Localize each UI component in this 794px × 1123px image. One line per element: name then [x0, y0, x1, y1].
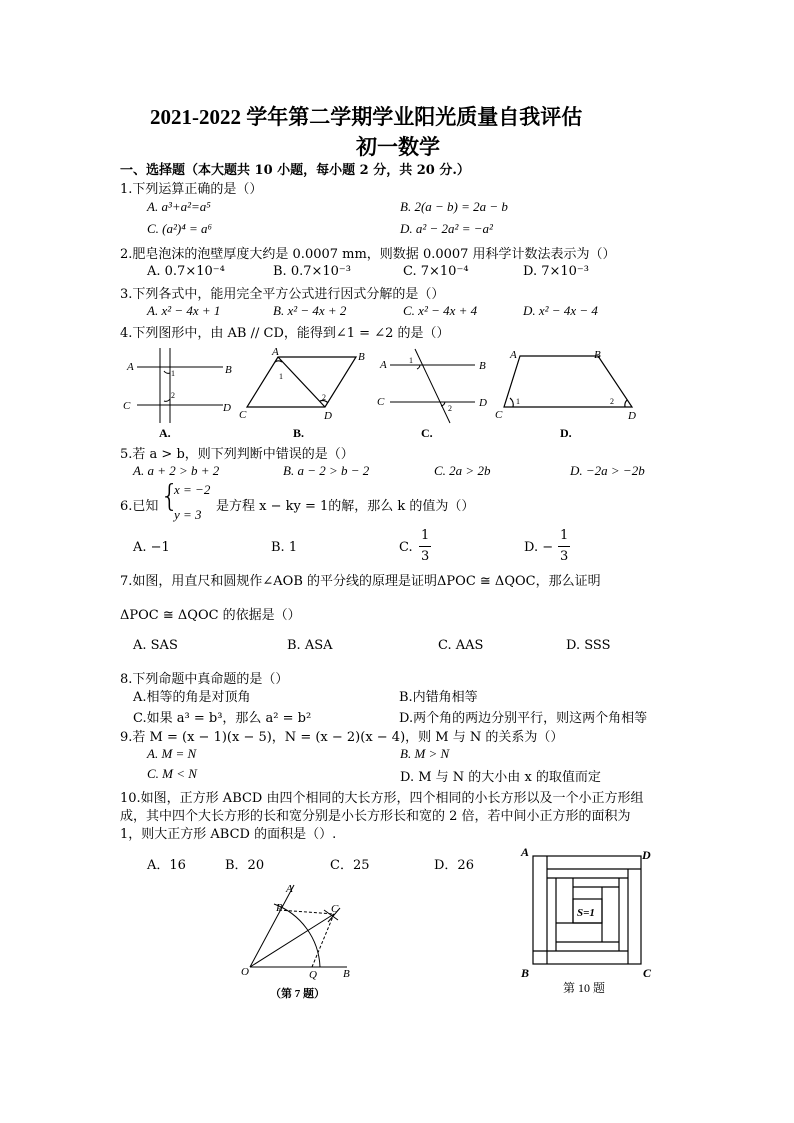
q2-option-b: B. 0.7×10⁻³ — [273, 264, 351, 279]
q1-option-d: D. a² − 2a² = −a² — [400, 221, 493, 236]
q5-option-c: C. 2a > 2b — [434, 463, 491, 478]
q4a-label-a: A — [127, 361, 134, 373]
q7-option-a: A. SAS — [133, 638, 178, 653]
q4b-label-c: C — [239, 409, 247, 421]
q6-option-c-fraction-bar — [419, 546, 431, 547]
q4a-angle-2: 2 — [171, 391, 175, 400]
fig10-label-a: A — [521, 845, 530, 859]
q4d-angle-2: 2 — [610, 397, 614, 406]
q6-option-c-num: 1 — [421, 528, 430, 543]
fig7-label-o: O — [241, 966, 249, 978]
q4d-label-b: B — [594, 349, 601, 361]
q6-option-d-fraction-bar — [558, 546, 570, 547]
q6-brace: { — [160, 479, 180, 514]
q4-figure-c — [390, 349, 475, 423]
q6-line1: x = −2 — [174, 482, 211, 497]
q7-option-c: C. AAS — [438, 638, 484, 653]
q2-option-c: C. 7×10⁻⁴ — [403, 264, 469, 279]
q4c-label-a: A — [380, 359, 387, 371]
q6-option-c-label: C. — [399, 540, 413, 555]
q2-option-d: D. 7×10⁻³ — [523, 264, 590, 279]
q10-option-d: D．26 — [434, 858, 474, 873]
q10-line3: 1，则大正方形 ABCD 的面积是（）. — [120, 827, 337, 842]
q4d-label-d: D — [628, 410, 636, 422]
fig10-label-b: B — [521, 966, 530, 980]
fig7-label-b: B — [343, 968, 350, 980]
q10-option-b: B．20 — [225, 858, 265, 873]
exam-subtitle: 初一数学 — [356, 135, 440, 159]
q4b-angle-2: 2 — [322, 393, 326, 402]
q3-option-d: D. x² − 4x − 4 — [523, 303, 598, 318]
fig7-label-a: A — [286, 883, 293, 895]
q6-option-d-label: D. − — [524, 540, 554, 555]
q3-option-a: A. x² − 4x + 1 — [147, 303, 221, 318]
fig10-area-label: S=1 — [577, 907, 595, 919]
q4c-label-c: C — [377, 396, 385, 408]
fig10-label-c: C — [643, 966, 652, 980]
q1-stem: 1.下列运算正确的是（） — [120, 182, 263, 197]
fig10-label-d: D — [642, 848, 651, 862]
q4a-label-c: C — [123, 400, 131, 412]
q4b-label-a: A — [272, 346, 279, 358]
q4a-label-d: D — [223, 402, 231, 414]
q4c-label-d: D — [479, 397, 487, 409]
figure-10 — [515, 842, 660, 1002]
q8-stem: 8.下列命题中真命题的是（） — [120, 672, 289, 687]
q6-option-c-den: 3 — [421, 549, 430, 564]
fig10-caption: 第 10 题 — [563, 981, 606, 995]
q4a-label-b: B — [225, 364, 232, 376]
fig7-caption: （第 7 题） — [270, 988, 325, 1000]
q4d-angle-1: 1 — [516, 397, 520, 406]
q10-line2: 成，其中四个大长方形的长和宽分别是小长方形长和宽的 2 倍，若中间小正方形的面积为 — [120, 809, 631, 824]
q4b-label-d: D — [324, 410, 332, 422]
q10-option-a: A．16 — [147, 858, 186, 873]
q1-option-b: B. 2(a − b) = 2a − b — [400, 199, 508, 214]
q4-caption-d: D. — [560, 426, 572, 440]
q1-option-c: C. (a²)⁴ = a⁶ — [147, 221, 213, 236]
q4c-angle-2: 2 — [448, 404, 452, 413]
q6-option-a: A. −1 — [133, 540, 170, 555]
q5-option-d: D. −2a > −2b — [570, 463, 645, 478]
q9-stem: 9.若 M = (x − 1)(x − 5)，N = (x − 2)(x − 4)，则 M 与 N 的关系为（） — [120, 730, 564, 745]
q10-line1: 10.如图，正方形 ABCD 由四个相同的大长方形，四个相同的小长方形以及一个小正方形组 — [120, 791, 644, 806]
fig7-label-q: Q — [309, 969, 317, 981]
q8-option-d: D.两个角的两边分别平行，则这两个角相等 — [399, 711, 648, 726]
figure-7 — [232, 880, 367, 1000]
exam-title: 2021-2022 学年第二学期学业阳光质量自我评估 — [150, 105, 583, 129]
q6-suffix: 是方程 x − ky = 1的解，那么 k 的值为（） — [216, 499, 475, 514]
q6-option-d-num: 1 — [560, 528, 569, 543]
q4c-angle-1: 1 — [409, 356, 413, 365]
fig7-label-p: P — [276, 902, 283, 914]
q7-stem-line2: ΔPOC ≅ ΔQOC 的依据是（） — [120, 608, 301, 623]
q6-option-b: B. 1 — [271, 540, 298, 555]
q3-option-b: B. x² − 4x + 2 — [273, 303, 347, 318]
q5-option-b: B. a − 2 > b − 2 — [283, 463, 370, 478]
q4-figures — [115, 343, 655, 441]
q4-figure-a — [137, 348, 223, 423]
q6-option-d-den: 3 — [560, 549, 569, 564]
q7-option-b: B. ASA — [287, 638, 333, 653]
q3-stem: 3.下列各式中，能用完全平方公式进行因式分解的是（） — [120, 287, 445, 302]
q4d-label-a: A — [510, 349, 517, 361]
q3-option-c: C. x² − 4x + 4 — [403, 303, 478, 318]
q6-line2: y = 3 — [174, 507, 202, 522]
q4d-label-c: C — [495, 409, 503, 421]
q7-option-d: D. SSS — [566, 638, 611, 653]
q1-option-a: A. a³+a²=a⁵ — [147, 199, 211, 214]
q9-option-c: C. M < N — [147, 766, 197, 781]
q4-caption-a: A. — [159, 426, 171, 440]
fig7-label-c: C — [331, 903, 339, 915]
q4c-label-b: B — [479, 360, 486, 372]
q10-option-c: C．25 — [330, 858, 370, 873]
q8-option-a: A.相等的角是对顶角 — [133, 690, 251, 705]
q4-stem: 4.下列图形中，由 AB // CD，能得到∠1 = ∠2 的是（） — [120, 326, 450, 341]
q2-stem: 2.肥皂泡沫的泡壁厚度大约是 0.0007 mm，则数据 0.0007 用科学计数法表示为（） — [120, 247, 616, 262]
q4-figure-b — [247, 357, 356, 407]
q6-prefix: 6.已知 — [120, 499, 159, 514]
q5-stem: 5.若 a > b，则下列判断中错误的是（） — [120, 447, 354, 462]
q9-option-a: A. M = N — [147, 746, 197, 761]
q2-option-a: A. 0.7×10⁻⁴ — [147, 264, 225, 279]
q7-stem-line1: 7.如图，用直尺和圆规作∠AOB 的平分线的原理是证明ΔPOC ≅ ΔQOC，那么证明 — [120, 574, 601, 589]
q8-option-b: B.内错角相等 — [399, 690, 478, 705]
q4-caption-c: C. — [421, 426, 433, 440]
q4b-angle-1: 1 — [279, 372, 283, 381]
q9-option-d: D. M 与 N 的大小由 x 的取值而定 — [400, 770, 601, 785]
q4b-label-b: B — [358, 351, 365, 363]
q4-caption-b: B. — [293, 426, 305, 440]
q5-option-a: A. a + 2 > b + 2 — [133, 463, 220, 478]
q4a-angle-1: 1 — [171, 369, 175, 378]
section-heading: 一、选择题（本大题共 10 小题，每小题 2 分，共 20 分.） — [120, 163, 470, 178]
q8-option-c: C.如果 a³ = b³，那么 a² = b² — [133, 711, 312, 726]
q9-option-b: B. M > N — [400, 746, 450, 761]
